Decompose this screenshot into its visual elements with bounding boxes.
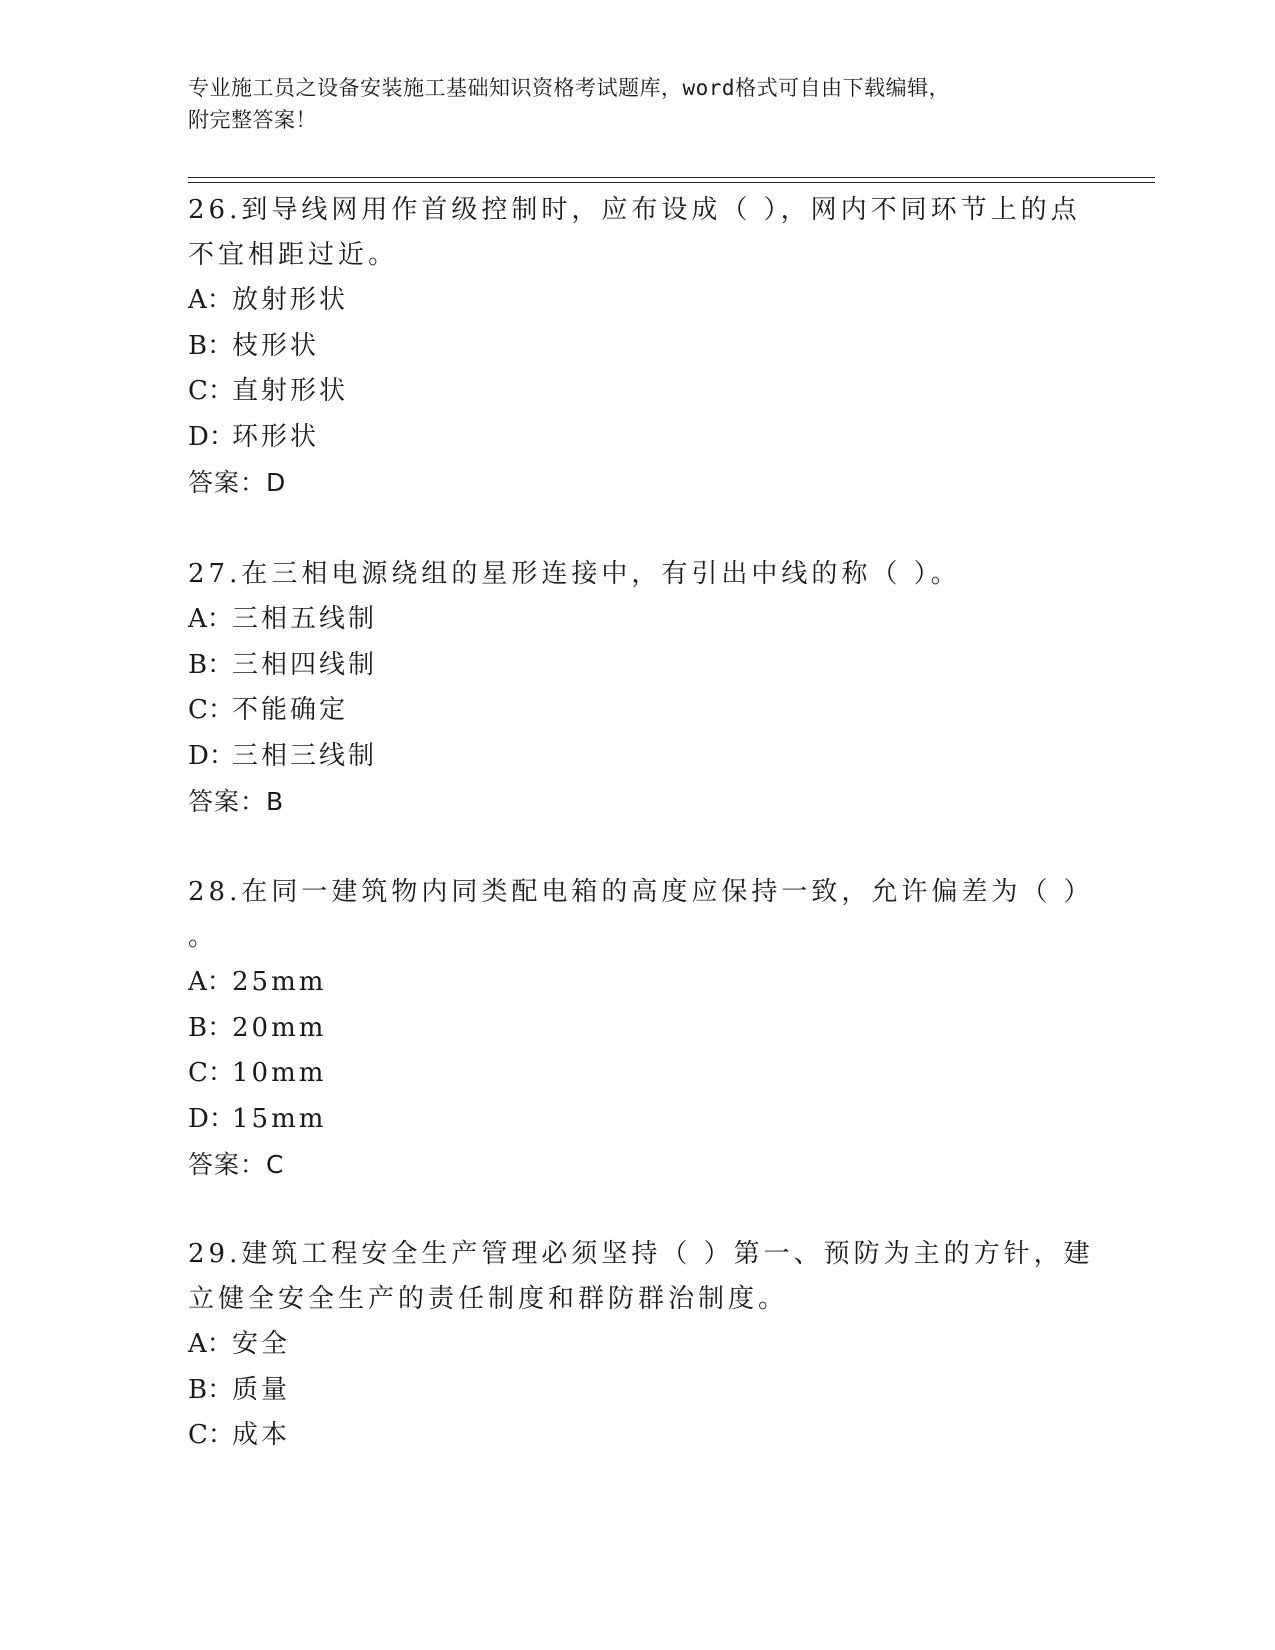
option-letter: D： (188, 421, 235, 452)
option-b (188, 324, 1088, 370)
answer-label: 答案：D (188, 468, 287, 497)
option-letter: B： (188, 1374, 234, 1405)
option-a (188, 960, 1088, 1006)
document-header (188, 72, 1088, 136)
option-letter: A： (188, 604, 233, 634)
option-a (188, 597, 1088, 643)
option-letter: C： (188, 376, 234, 406)
option-letter: D： (188, 1103, 235, 1134)
question-27 (188, 552, 1088, 824)
option-text: 10mm (232, 1058, 327, 1088)
option-letter: C： (188, 1058, 234, 1088)
question-stem-line: 。 (188, 922, 219, 952)
option-letter: C： (188, 695, 234, 725)
option-letter: D： (188, 740, 235, 771)
option-letter: C： (188, 1420, 234, 1450)
option-text: 三相五线制 (232, 604, 378, 634)
option-letter: B： (188, 1012, 234, 1043)
option-letter: B： (188, 649, 234, 680)
question-stem-line: 27.在三相电源绕组的星形连接中，有引出中线的称（ ）。 (188, 559, 961, 589)
option-d (188, 415, 1088, 461)
option-c (188, 1051, 1088, 1097)
option-text: 25mm (232, 967, 327, 997)
question-26 (188, 188, 1088, 505)
option-d (188, 1097, 1088, 1143)
option-letter: A： (188, 285, 233, 315)
question-stem-line: 26.到导线网用作首级控制时，应布设成（ ），网内不同环节上的点 (188, 195, 1081, 225)
option-d (188, 734, 1088, 780)
option-text: 成本 (232, 1420, 291, 1450)
option-a (188, 278, 1088, 324)
option-b (188, 643, 1088, 689)
option-text: 三相四线制 (232, 649, 378, 680)
option-text: 20mm (232, 1012, 327, 1043)
option-text: 质量 (232, 1374, 291, 1405)
option-text: 三相三线制 (232, 740, 378, 771)
option-text: 15mm (232, 1103, 327, 1134)
option-letter: A： (188, 1329, 233, 1359)
option-c (188, 369, 1088, 415)
option-text: 放射形状 (232, 285, 349, 315)
option-text: 不能确定 (232, 695, 349, 725)
header-line-2: 附完整答案！ (188, 108, 317, 132)
question-28 (188, 870, 1094, 1187)
option-c (188, 688, 1088, 734)
header-divider-top (188, 177, 1155, 178)
option-b (188, 1368, 1088, 1414)
header-divider-bottom (188, 182, 1155, 183)
option-a (188, 1322, 1088, 1368)
question-29 (188, 1232, 1094, 1459)
option-b (188, 1006, 1088, 1052)
answer-label: 答案：C (188, 1150, 285, 1179)
option-text: 枝形状 (232, 330, 320, 361)
question-stem-line: 不宜相距过近。 (188, 240, 399, 270)
option-text: 环形状 (232, 421, 320, 452)
option-text: 安全 (232, 1329, 291, 1359)
option-c (188, 1413, 1088, 1459)
option-letter: B： (188, 330, 234, 361)
question-stem-line: 立健全安全生产的责任制度和群防群治制度。 (188, 1284, 789, 1314)
answer-label: 答案：B (188, 787, 285, 816)
option-letter: A： (188, 967, 233, 997)
question-stem-line: 28.在同一建筑物内同类配电箱的高度应保持一致，允许偏差为（ ） (188, 877, 1094, 907)
header-line-1: 专业施工员之设备安装施工基础知识资格考试题库，word格式可自由下载编辑， (188, 76, 951, 100)
option-text: 直射形状 (232, 376, 349, 406)
question-stem-line: 29.建筑工程安全生产管理必须坚持（ ）第一、预防为主的方针，建 (188, 1239, 1094, 1269)
